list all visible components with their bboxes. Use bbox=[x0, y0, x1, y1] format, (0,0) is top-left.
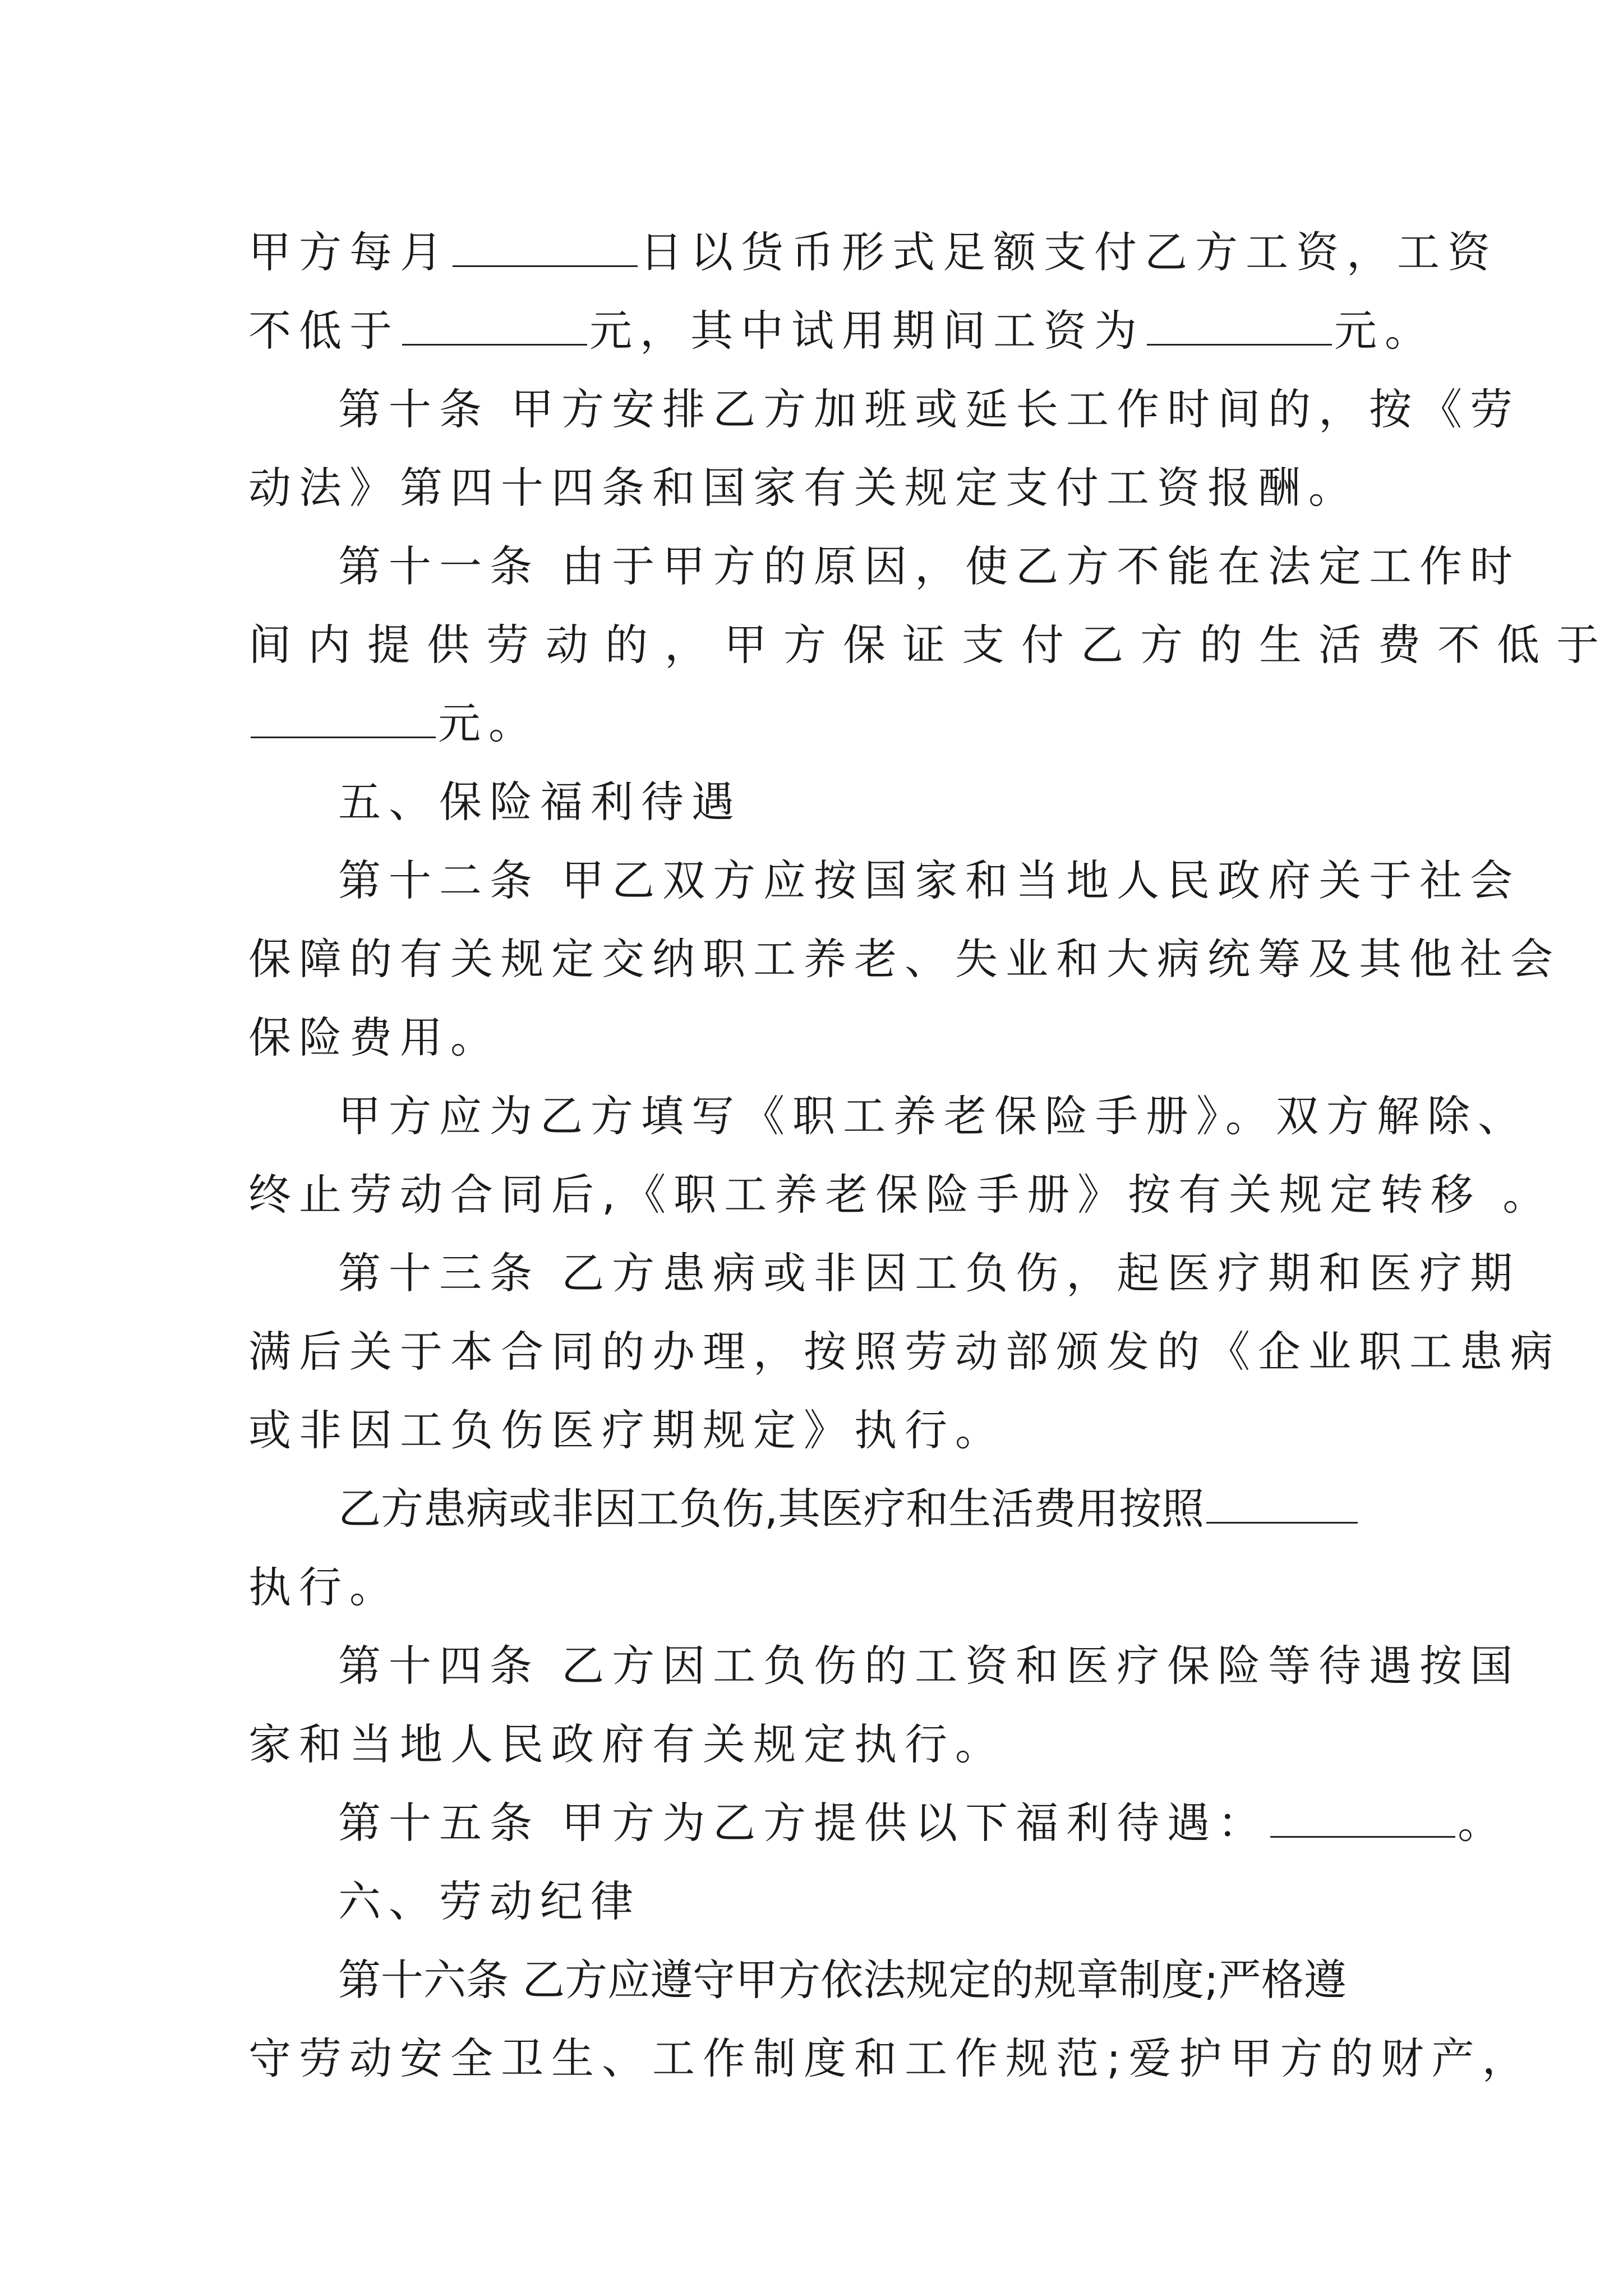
contract-body bbox=[248, 213, 1616, 2098]
text-line-14: 第十三条 乙方患病或非因工负伤，起医疗期和医疗期 bbox=[338, 1248, 1521, 1298]
text-segment: 甲方每月 bbox=[248, 227, 450, 277]
text-line-21 bbox=[248, 1784, 1509, 1862]
text-line-15: 满后关于本合同的办理，按照劳动部颁发的《企业职工患病 bbox=[248, 1327, 1561, 1377]
text-line-1 bbox=[248, 213, 1498, 292]
text-segment: 元。 bbox=[1334, 306, 1435, 356]
fill-in-blank-probation-wage[interactable] bbox=[1147, 310, 1332, 346]
text-segment: 元。 bbox=[438, 698, 539, 748]
section-heading-discipline: 六、劳动纪律 bbox=[338, 1876, 641, 1926]
text-segment: 。 bbox=[1458, 1798, 1509, 1848]
text-line-7 bbox=[248, 684, 1376, 763]
text-segment: 日以货币形式足额支付乙方工资，工资 bbox=[640, 227, 1498, 277]
text-line-4: 动法》第四十四条和国家有关规定支付工资报酬。 bbox=[248, 463, 1359, 513]
text-line-16: 或非因工负伤医疗期规定》执行。 bbox=[248, 1405, 1006, 1455]
text-line-10: 保障的有关规定交纳职工养老、失业和大病统筹及其他社会 bbox=[248, 934, 1561, 984]
text-line-3: 第十条 甲方安排乙方加班或延长工作时间的，按《劳 bbox=[338, 384, 1521, 434]
fill-in-blank-benefits[interactable] bbox=[1270, 1802, 1455, 1838]
text-line-2 bbox=[248, 292, 1435, 370]
text-line-6: 间内提供劳动的，甲方保证支付乙方的生活费不低于 bbox=[248, 620, 1616, 670]
text-line-13: 终止劳动合同后,《职工养老保险手册》按有关规定转移 。 bbox=[248, 1170, 1553, 1220]
text-segment: 乙方患病或非因工负伤,其医疗和生活费用按照 bbox=[338, 1484, 1205, 1534]
fill-in-blank-min-wage[interactable] bbox=[402, 310, 587, 346]
text-line-17 bbox=[248, 1470, 1376, 1548]
text-line-9: 第十二条 甲乙双方应按国家和当地人民政府关于社会 bbox=[338, 855, 1521, 905]
text-line-24: 守劳动安全卫生、工作制度和工作规范;爱护甲方的财产， bbox=[248, 2033, 1533, 2083]
fill-in-blank-pay-day[interactable] bbox=[453, 232, 638, 267]
text-line-23: 第十六条 乙方应遵守甲方依法规定的规章制度;严格遵 bbox=[338, 1955, 1347, 2005]
text-segment: 第十五条 甲方为乙方提供以下福利待遇： bbox=[338, 1798, 1269, 1848]
text-line-5: 第十一条 由于甲方的原因，使乙方不能在法定工作时 bbox=[338, 541, 1521, 591]
text-line-12: 甲方应为乙方填写《职工养老保险手册》。双方解除、 bbox=[338, 1091, 1528, 1141]
text-segment: 元，其中试用期间工资为 bbox=[589, 306, 1145, 356]
fill-in-blank-medical-basis[interactable] bbox=[1206, 1488, 1358, 1524]
text-segment: 不低于 bbox=[248, 306, 400, 356]
text-line-19: 第十四条 乙方因工负伤的工资和医疗保险等待遇按国 bbox=[338, 1641, 1521, 1691]
section-heading-insurance: 五、保险福利待遇 bbox=[338, 777, 742, 827]
text-line-20: 家和当地人民政府有关规定执行。 bbox=[248, 1719, 1006, 1769]
text-line-11: 保险费用。 bbox=[248, 1013, 501, 1062]
fill-in-blank-living-allowance[interactable] bbox=[251, 703, 436, 738]
text-line-18: 执行。 bbox=[248, 1562, 400, 1612]
